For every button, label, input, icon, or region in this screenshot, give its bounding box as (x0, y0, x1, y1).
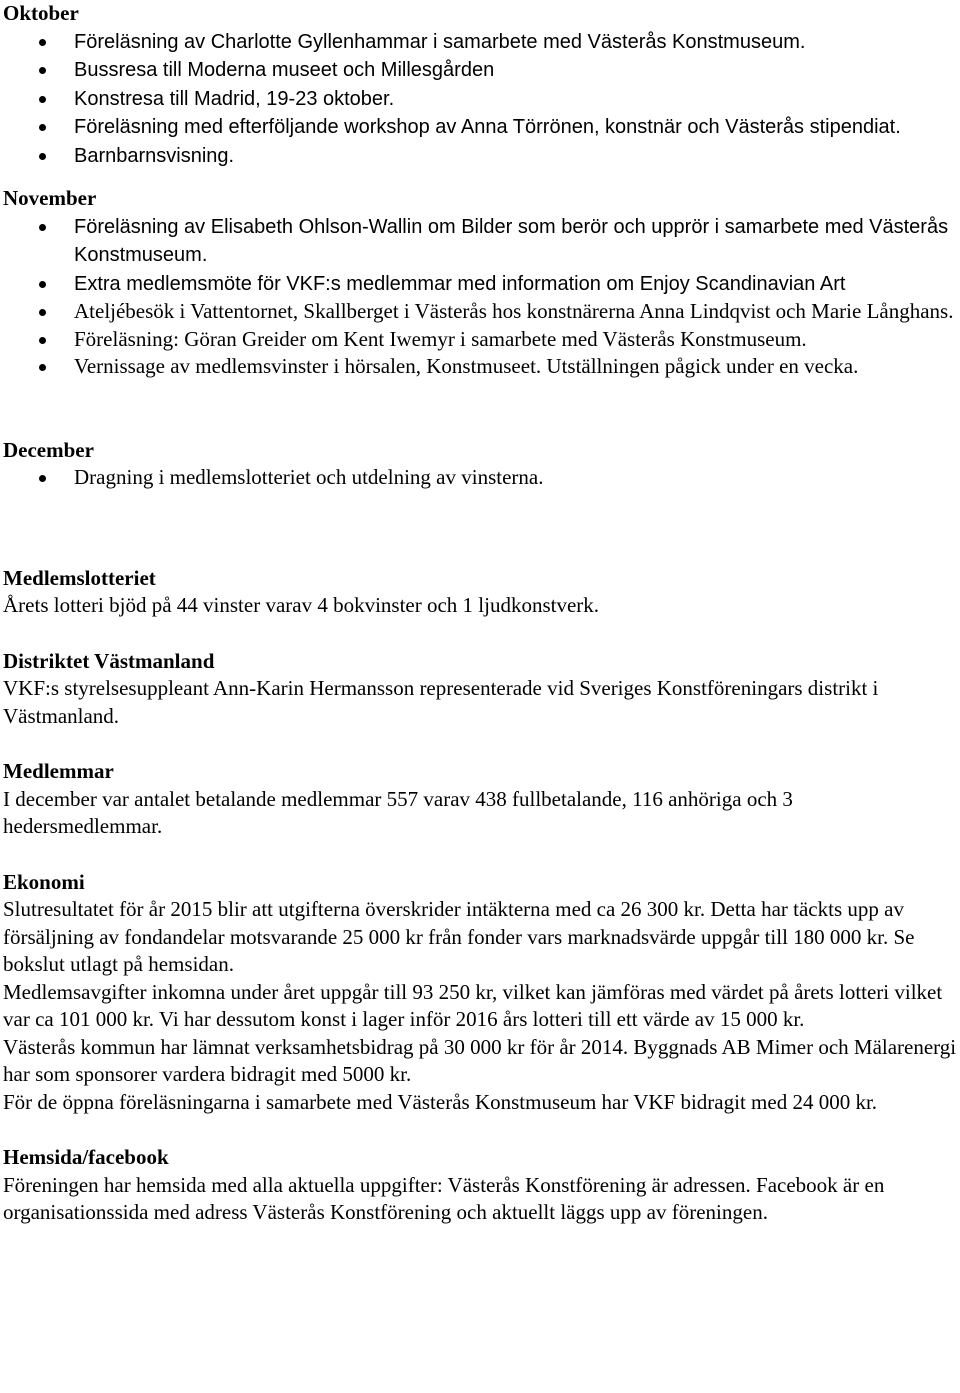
section-text-district: VKF:s styrelsesuppleant Ann-Karin Hermansson representerade vid Sveriges Konstföreningars distrikt i Västmanland. (3, 676, 879, 728)
section-heading-members: Medlemmar (3, 759, 114, 783)
bullet-icon (39, 475, 46, 482)
bullet-icon (39, 96, 46, 103)
list-item-text: Dragning i medlemslotteriet och utdelning av vinsterna. (74, 465, 544, 489)
bullet-icon (39, 337, 46, 344)
list-item (3, 213, 957, 270)
spacer (3, 381, 957, 437)
list-item (3, 142, 957, 171)
list-item (3, 326, 957, 354)
section-heading-lottery: Medlemslotteriet (3, 565, 156, 590)
spacer (3, 492, 957, 565)
event-list-oktober (3, 28, 957, 171)
list-item (3, 85, 957, 114)
list-item-text: Vernissage av medlemsvinster i hörsalen, Konstmuseet. Utställningen pågick under en vecka. (74, 354, 859, 378)
list-item-text: Föreläsning: Göran Greider om Kent Iwemyr i samarbete med Västerås Konstmuseum. (74, 326, 807, 351)
section-text-lottery: Årets lotteri bjöd på 44 vinster varav 4 bokvinster och 1 ljudkonstverk. (3, 593, 600, 617)
list-item (3, 56, 957, 85)
section-heading-website: Hemsida/facebook (3, 1145, 169, 1169)
spacer (3, 620, 957, 648)
spacer (3, 1116, 957, 1144)
bullet-icon (39, 124, 46, 131)
bullet-icon (39, 309, 46, 316)
list-item (3, 298, 957, 326)
list-item-text: Föreläsning av Elisabeth Ohlson-Wallin om Bilder som berör och upprör i samarbete med Västerås Konstmuseum. (74, 215, 949, 266)
bullet-icon (39, 281, 46, 288)
section-text-website: Föreningen har hemsida med alla aktuella uppgifter: Västerås Konstförening är adressen. Facebook är en organisationssida med adress Västerås Konstförening och aktuellt läggs upp av föreningen. (3, 1172, 885, 1224)
event-list-november (3, 213, 957, 381)
list-item-text: Extra medlemsmöte för VKF:s medlemmar med information om Enjoy Scandinavian Art (74, 272, 846, 295)
event-list-december (3, 464, 957, 492)
month-heading-november: November (3, 186, 97, 210)
section-heading-district: Distriktet Västmanland (3, 648, 215, 673)
list-item (3, 464, 957, 492)
month-heading-december: December (3, 437, 94, 462)
bullet-icon (39, 67, 46, 74)
list-item-text: Bussresa till Moderna museet och Millesgården (74, 59, 495, 81)
spacer (3, 730, 957, 758)
section-text-economy-4: För de öppna föreläsningarna i samarbete med Västerås Konstmuseum har VKF bidragit med 24 000 kr. (3, 1089, 878, 1114)
section-text-members: I december var antalet betalande medlemmar 557 varav 438 fullbetalande, 116 anhöriga och 3 hedersmedlemmar. (3, 786, 793, 838)
list-item (3, 270, 957, 299)
section-text-economy-2: Medlemsavgifter inkomna under året uppgår till 93 250 kr, vilket kan jämföras med värdet på årets lotteri vilket var ca 101 000 kr. Vi har dessutom konst i lager inför 2016 års lotteri till ett värde av 15 000 kr. (3, 979, 943, 1031)
bullet-icon (39, 364, 46, 371)
section-text-economy-3: Västerås kommun har lämnat verksamhetsbidrag på 30 000 kr för år 2014. Byggnads AB Mimer och Mälarenergi har som sponsorer vardera bidragit med 5000 kr. (3, 1034, 957, 1086)
bullet-icon (39, 224, 46, 231)
list-item-text: Ateljébesök i Vattentornet, Skallberget i Västerås hos konstnärerna Anna Lindqvist och Marie Långhans. (74, 299, 954, 323)
bullet-icon (39, 39, 46, 46)
list-item-text: Barnbarnsvisning. (74, 144, 235, 167)
list-item-text: Föreläsning av Charlotte Gyllenhammar i samarbete med Västerås Konstmuseum. (74, 30, 806, 53)
bullet-icon (39, 153, 46, 160)
section-heading-economy: Ekonomi (3, 869, 85, 894)
section-text-economy-1: Slutresultatet för år 2015 blir att utgifterna överskrider intäkterna med ca 26 300 kr. Detta har täckts upp av försäljning av fondandelar motsvarande 25 000 kr från fonder vars marknadsvärde uppgår till 180 000 kr. Se bokslut utlagt på hemsidan. (3, 897, 915, 976)
list-item (3, 113, 957, 142)
document-page (3, 0, 957, 1227)
spacer (3, 841, 957, 869)
spacer (3, 170, 957, 185)
list-item-text: Föreläsning med efterföljande workshop av Anna Törrönen, konstnär och Västerås stipendiat. (74, 116, 901, 138)
list-item (3, 353, 957, 381)
month-heading-oktober: Oktober (3, 1, 79, 25)
list-item-text: Konstresa till Madrid, 19-23 oktober. (74, 87, 395, 110)
list-item (3, 28, 957, 57)
